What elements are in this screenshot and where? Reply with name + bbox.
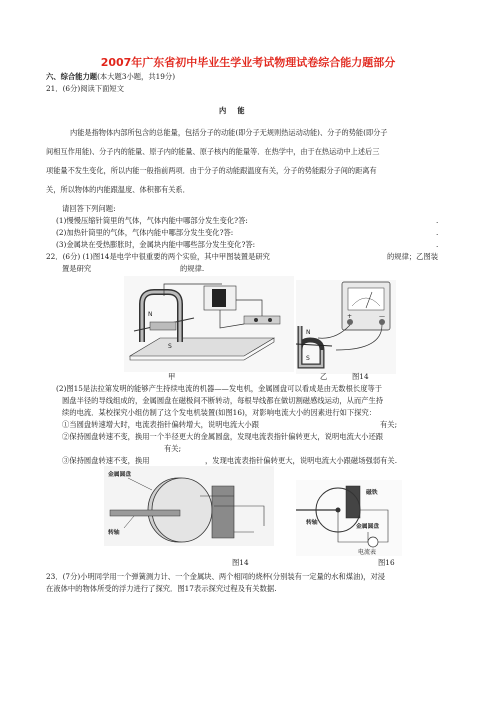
q22-2-line: (2)图15是法拉第发明的能够产生持续电流的机器——发电机，金属圆盘可以看成是由无数根长度等于 bbox=[56, 384, 383, 393]
axle-label: 转轴 bbox=[108, 530, 120, 536]
article-line: 项能量不发生变化，所以内能一般指前两项．由于分子的动能跟温度有关，分子的势能跟分子间的距离有 bbox=[46, 166, 377, 175]
article-line: 关，所以物体的内能跟温度、体积都有关系． bbox=[46, 185, 190, 194]
q22-2-line: 续的电流．某校探究小组仿制了这个发电机装置(如图16)，对影响电流大小的因素进行如下探究： bbox=[62, 408, 377, 417]
article-line: 间相互作用能)、分子内的能量、原子内的能量、原子核内的能量等．在热学中，由于在热运动中上述后三 bbox=[46, 147, 380, 156]
page-title: 2007年广东省初中毕业生学业考试物理试卷综合能力题部分 bbox=[100, 56, 396, 69]
q21-item: (3)金属块在受热膨胀时，金属块内能中哪些部分发生变化?答: bbox=[56, 240, 256, 249]
article-line: 内能是指物体内部所包含的总能量，包括分子的动能(即分子无规则热运动动能)、分子的势能(即分子 bbox=[70, 128, 388, 137]
q21-item-end: . bbox=[436, 228, 439, 237]
disc-label: 金属圆盘 bbox=[356, 524, 380, 530]
magnet-label: 磁铁 bbox=[366, 490, 378, 496]
pole-n-label: N bbox=[148, 311, 153, 318]
axle-label: 转轴 bbox=[306, 520, 318, 526]
q22-2-item: ②保持圆盘转速不变，换用一个半径更大的金属圆盘，发现电流表指针偏转更大，说明电流大小还跟 bbox=[62, 432, 384, 441]
section-heading-text: 六、综合能力题 bbox=[46, 72, 98, 81]
pole-s-label: S bbox=[168, 343, 172, 350]
q22-line-tail: 的规律. bbox=[180, 264, 205, 273]
article-title: 内 能 bbox=[219, 106, 247, 115]
q23-line: 在液体中的物体所受的浮力进行了探究．图17表示探究过程及有关数据. bbox=[46, 584, 277, 593]
q21-heading: 21．(6分)阅读下面短文 bbox=[46, 84, 124, 93]
q21-prompt: 请回答下列问题: bbox=[62, 204, 116, 213]
q21-item: (1)慢慢压缩针筒里的气体，气体内能中哪部分发生变化?答: bbox=[56, 216, 248, 225]
figure-label-yi: 乙 bbox=[320, 372, 328, 381]
section-note: (本大题3小题，共19分) bbox=[97, 72, 176, 81]
q22-line: 置是研究 bbox=[62, 264, 92, 273]
figure-15 bbox=[104, 466, 274, 546]
q22-2-item: ③保持圆盘转速不变，换用 bbox=[62, 456, 150, 465]
q22-2-item: ①当圆盘转速增大时，电流表指针偏转增大，说明电流大小跟 bbox=[62, 420, 260, 429]
q21-item-end: . bbox=[436, 240, 439, 249]
terminal-minus-label: — bbox=[379, 313, 385, 320]
figure-14-yi bbox=[296, 280, 396, 374]
q22-line-tail: 的规律；乙图装 bbox=[387, 252, 439, 261]
pole-s-label: S bbox=[306, 355, 310, 362]
disc-label: 金属圆盘 bbox=[108, 472, 132, 478]
q22-2-item: ，发现电流表指针偏转更大，说明电流大小跟磁场强弱有关. bbox=[205, 456, 398, 465]
q22-2-item-tail: 有关; bbox=[380, 420, 398, 429]
ammeter-label: 电流表 bbox=[358, 549, 377, 556]
section-heading bbox=[46, 72, 175, 81]
figure-caption-right: 图16 bbox=[378, 558, 395, 567]
figure-16 bbox=[296, 480, 402, 556]
figure-caption-left: 图14 bbox=[232, 558, 249, 567]
figure-14-jia bbox=[124, 276, 294, 372]
q23-line: 23．(7分)小明同学用一个弹簧测力计、一个金属块、两个相同的烧杯(分别装有一定量的水和煤油)，对浸 bbox=[46, 572, 386, 581]
q22-2-item-tail: 有关; bbox=[164, 444, 182, 453]
terminal-plus-label: + bbox=[347, 313, 353, 320]
q22-line: 22．(6分) (1)图14是电学中很重要的两个实验，其中甲图装置是研究 bbox=[46, 252, 270, 261]
figure-label-jia: 甲 bbox=[168, 372, 176, 381]
q22-2-line: 圆盘半径的导线组成的，金属圆盘在磁极间不断转动，每根导线都在做切割磁感线运动，从而产生持 bbox=[62, 396, 384, 405]
q21-item: (2)加热针筒里的气体，气体内能中哪部分发生变化?答: bbox=[56, 228, 234, 237]
figure-caption: 图14 bbox=[352, 372, 369, 381]
q21-item-end: . bbox=[436, 216, 439, 225]
pole-n-label: N bbox=[306, 329, 311, 336]
